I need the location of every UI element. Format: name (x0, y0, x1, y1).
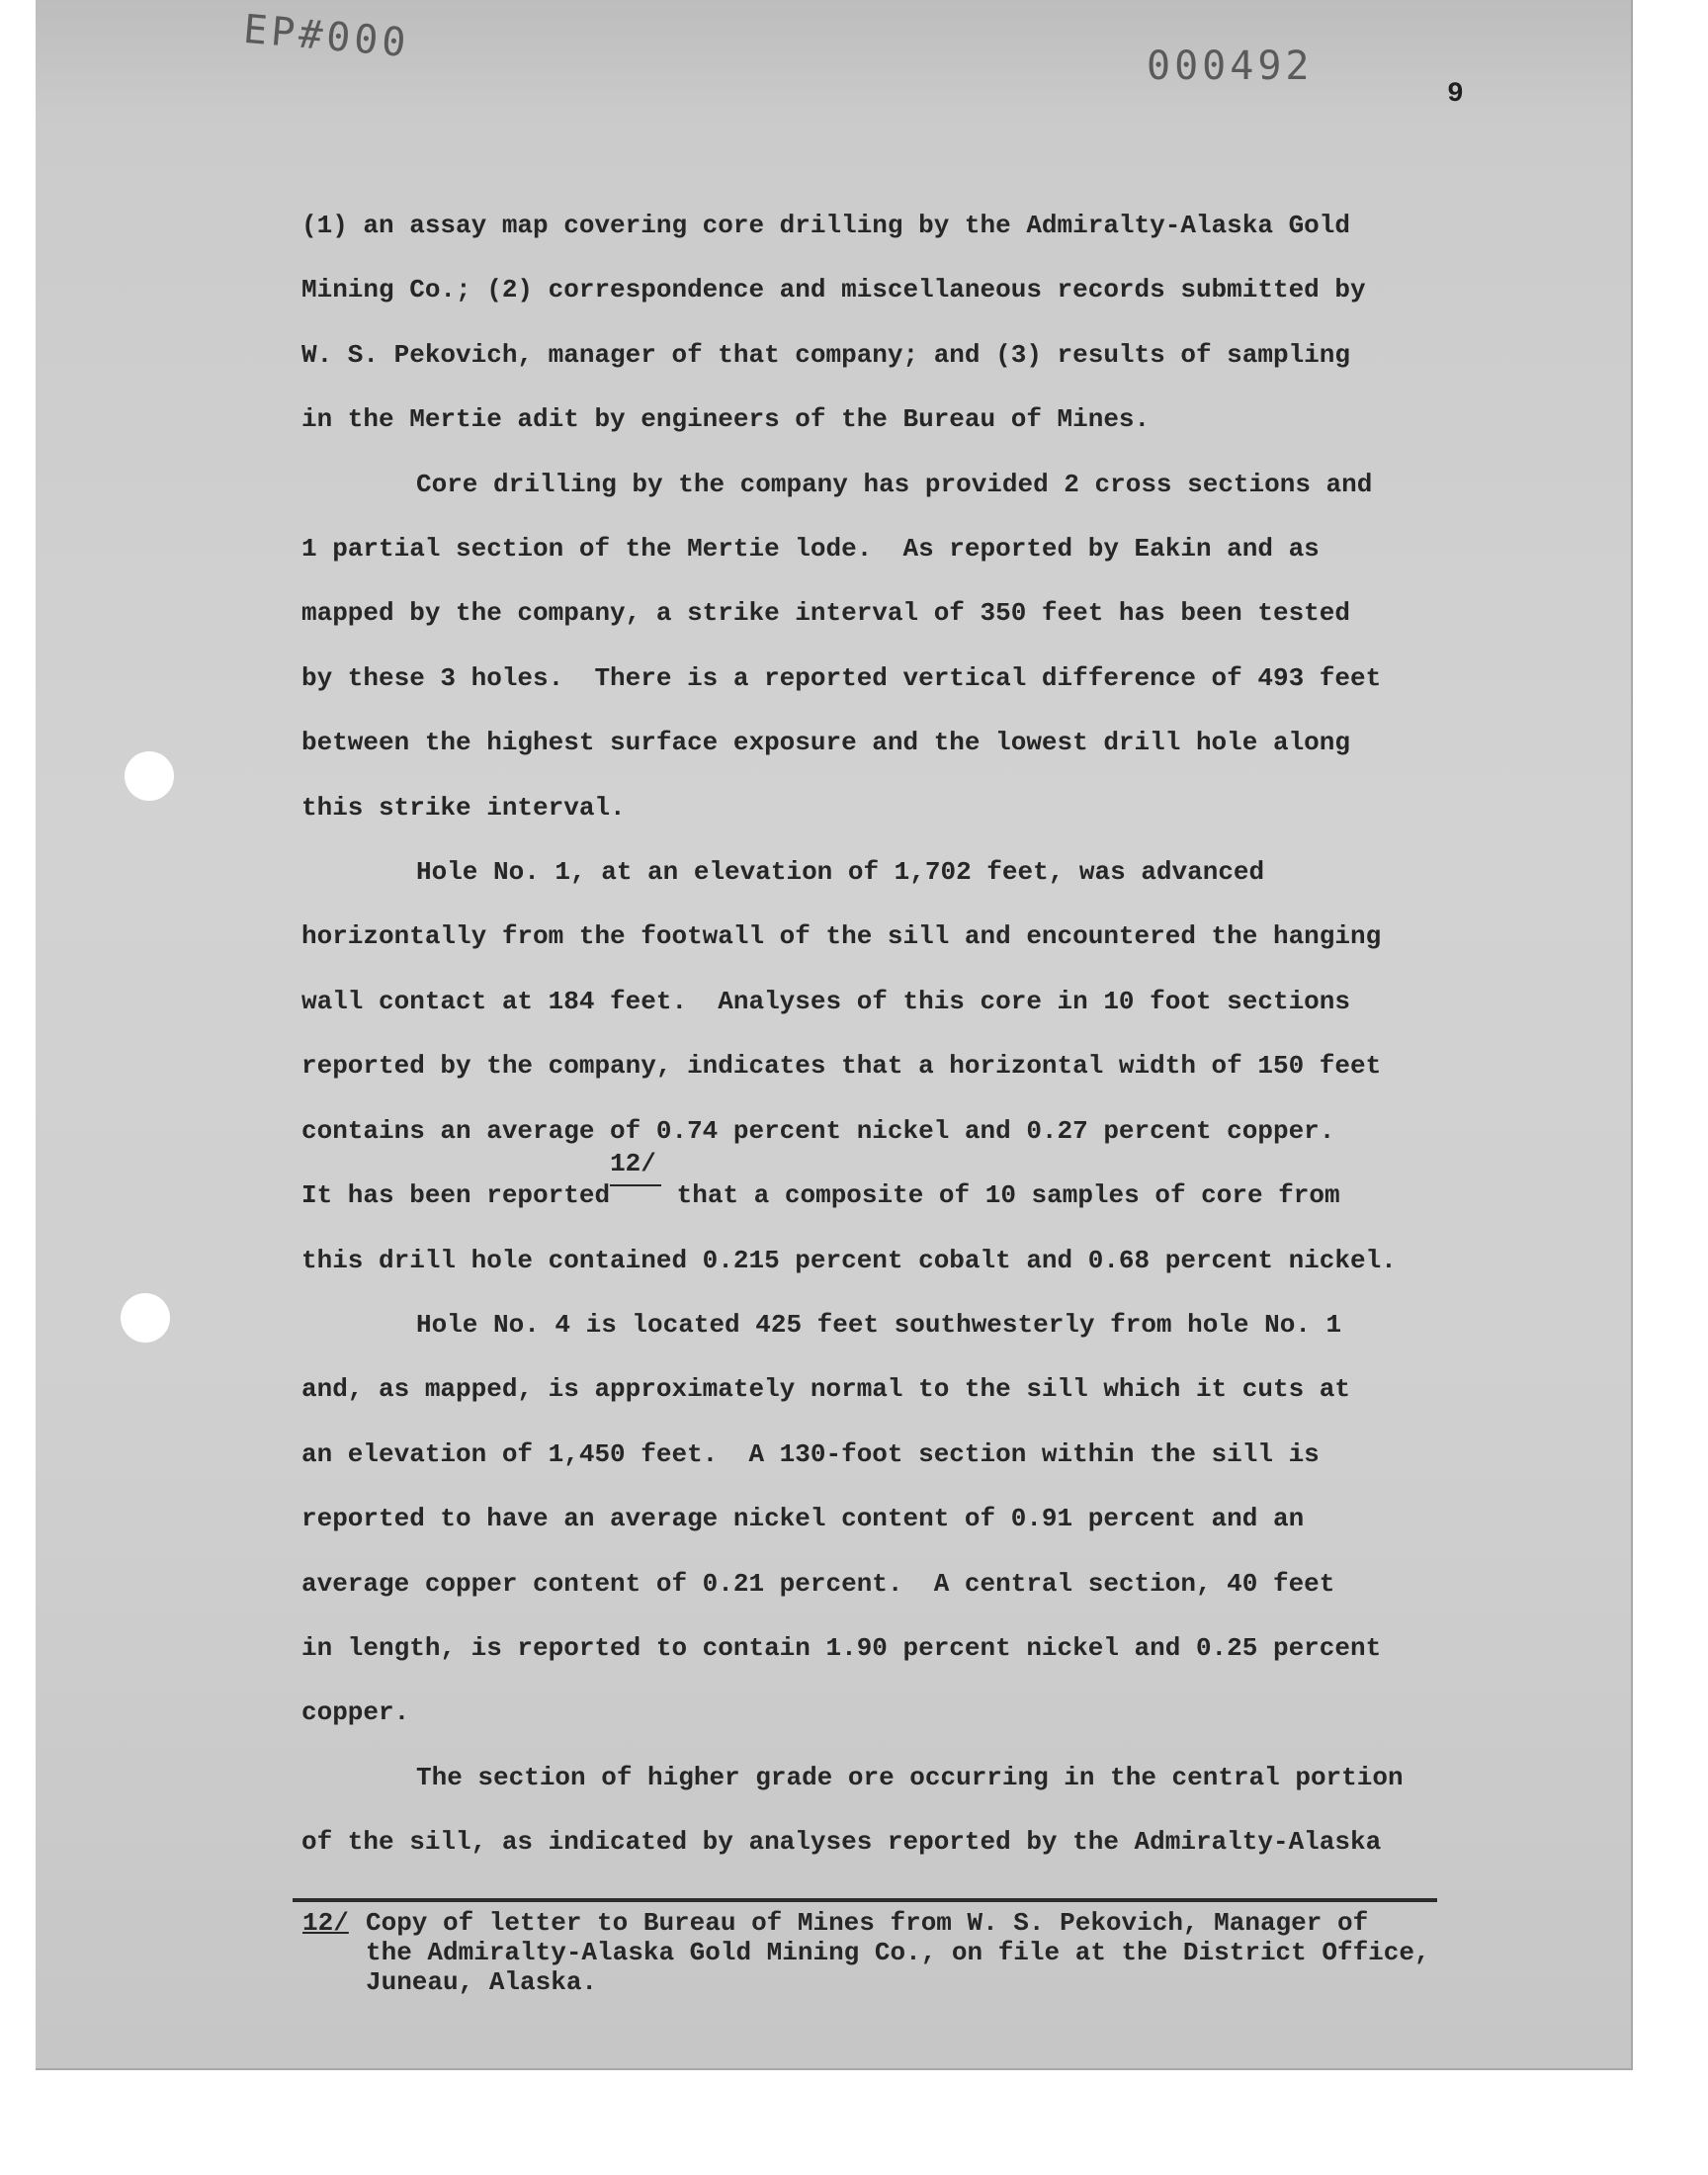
text-line: Hole No. 1, at an elevation of 1,702 feet, was advanced (416, 857, 1265, 888)
text-line: Mining Co.; (2) correspondence and miscellaneous records submitted by (301, 275, 1366, 305)
stamp-top-right: 000492 (1147, 44, 1314, 89)
text-line: wall contact at 184 feet. Analyses of this core in 10 foot sections (301, 986, 1350, 1016)
footnote-mark: 12/ (302, 1908, 349, 1938)
text-line-with-footnote-ref (301, 1149, 1509, 1228)
punch-hole-upper (125, 751, 174, 801)
text-fragment: It has been reported (301, 1180, 611, 1211)
body-text (301, 194, 1509, 1875)
text-line: mapped by the company, a strike interval of 350 feet has been tested (301, 598, 1350, 629)
text-fragment: that a composite of 10 samples of core from (661, 1180, 1340, 1211)
text-line: this drill hole contained 0.215 percent cobalt and 0.68 percent nickel. (301, 1245, 1397, 1275)
page-number: 9 (1447, 79, 1464, 110)
text-line: an elevation of 1,450 feet. A 130-foot section within the sill is (301, 1438, 1320, 1469)
text-line: in the Mertie adit by engineers of the Bureau of Mines. (301, 404, 1151, 435)
text-line: Core drilling by the company has provided 2 cross sections and (416, 469, 1373, 499)
text-line: copper. (301, 1697, 410, 1728)
text-line: (1) an assay map covering core drilling by the Admiralty-Alaska Gold (301, 211, 1350, 240)
footnote-line: Juneau, Alaska. (366, 1967, 598, 1997)
footnote-line: the Admiralty-Alaska Gold Mining Co., on file at the District Office, (366, 1938, 1430, 1967)
text-line: of the sill, as indicated by analyses reported by the Admiralty-Alaska (301, 1827, 1382, 1858)
text-line: in length, is reported to contain 1.90 percent nickel and 0.25 percent (301, 1632, 1382, 1663)
text-line: reported to have an average nickel content of 0.91 percent and an (301, 1504, 1305, 1534)
footnote-line: Copy of letter to Bureau of Mines from W. S. Pekovich, Manager of (366, 1908, 1369, 1938)
text-line: by these 3 holes. There is a reported vertical difference of 493 feet (301, 662, 1382, 693)
footnote-divider (293, 1898, 1437, 1902)
footnote-ref-number: 12/ (610, 1149, 656, 1179)
text-line: average copper content of 0.21 percent. A central section, 40 feet (301, 1568, 1335, 1599)
text-line: this strike interval. (301, 792, 626, 823)
footnote-reference (610, 1149, 661, 1210)
text-line: Hole No. 4 is located 425 feet southwesterly from hole No. 1 (416, 1309, 1342, 1340)
text-line: reported by the company, indicates that a horizontal width of 150 feet (301, 1051, 1382, 1082)
text-line: horizontally from the footwall of the sill and encountered the hanging (301, 921, 1382, 952)
text-line: 1 partial section of the Mertie lode. As reported by Eakin and as (301, 534, 1320, 565)
stamp-top-left: EP#000 (241, 6, 412, 67)
text-line: between the highest surface exposure and the lowest drill hole along (301, 728, 1350, 758)
text-line: contains an average of 0.74 percent nickel and 0.27 percent copper. (301, 1115, 1335, 1146)
text-line: W. S. Pekovich, manager of that company; and (3) results of sampling (301, 339, 1350, 370)
text-line: The section of higher grade ore occurring in the central portion (416, 1762, 1404, 1792)
footnote-text (366, 1908, 1532, 1997)
text-line: and, as mapped, is approximately normal to the sill which it cuts at (301, 1374, 1350, 1405)
punch-hole-lower (121, 1293, 170, 1343)
footnote-ref-underline (610, 1184, 661, 1186)
